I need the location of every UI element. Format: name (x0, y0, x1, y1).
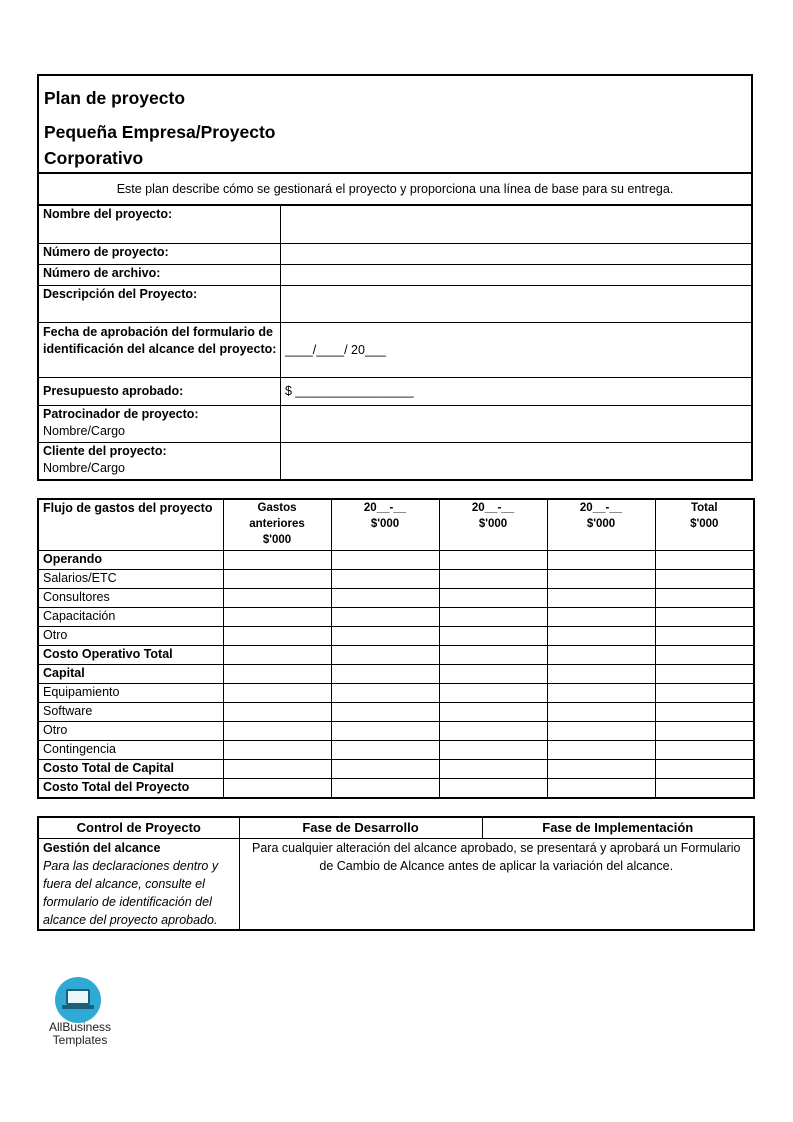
cell[interactable] (223, 608, 331, 627)
cell[interactable] (331, 703, 439, 722)
scope-management-cell (38, 839, 239, 931)
cell[interactable] (331, 589, 439, 608)
cell[interactable] (655, 570, 754, 589)
document-subtitle-line1: Pequeña Empresa/Proyecto (44, 122, 276, 142)
approval-date-label: Fecha de aprobación del formulario de identificación del alcance del proyecto: (38, 323, 281, 378)
row-label-other-operating: Otro (38, 627, 223, 646)
cell[interactable] (331, 608, 439, 627)
flow-header-label: Flujo de gastos del proyecto (38, 499, 223, 551)
cell[interactable] (331, 779, 439, 799)
cell[interactable] (223, 627, 331, 646)
laptop-base-icon (62, 1005, 94, 1009)
project-description-field[interactable] (281, 286, 753, 323)
row-label-capital: Capital (38, 665, 223, 684)
cell[interactable] (655, 760, 754, 779)
cell[interactable] (547, 627, 655, 646)
cell[interactable] (439, 703, 547, 722)
col-total-label: Total (690, 502, 718, 514)
cell[interactable] (331, 741, 439, 760)
cell[interactable] (439, 608, 547, 627)
cell[interactable] (439, 627, 547, 646)
laptop-icon (66, 989, 90, 1005)
row-label-other-capital: Otro (38, 722, 223, 741)
document-title: Plan de proyecto (44, 88, 186, 108)
row-label-contingency: Contingencia (38, 741, 223, 760)
table-row (38, 684, 754, 703)
cell[interactable] (223, 722, 331, 741)
project-description-label: Descripción del Proyecto: (38, 286, 281, 323)
table-row (38, 741, 754, 760)
cell[interactable] (331, 665, 439, 684)
col-year-1 (331, 499, 439, 551)
sponsor-cell (38, 406, 281, 443)
cell[interactable] (439, 760, 547, 779)
col-total (655, 499, 754, 551)
table-row (38, 570, 754, 589)
cell[interactable] (439, 684, 547, 703)
scope-management-title: Gestión del alcance (43, 841, 161, 855)
cell[interactable] (331, 627, 439, 646)
col-previous-expenses (223, 499, 331, 551)
cell[interactable] (547, 608, 655, 627)
project-number-label: Número de proyecto: (38, 244, 281, 265)
cell[interactable] (547, 551, 655, 570)
document-subtitle-line2: Corporativo (44, 148, 144, 168)
cell[interactable] (547, 646, 655, 665)
project-info-table (37, 205, 753, 481)
approval-date-field[interactable]: ____/____/ 20___ (281, 323, 753, 378)
cell[interactable] (439, 722, 547, 741)
expense-flow-table (37, 498, 755, 799)
cell[interactable] (547, 684, 655, 703)
table-row (38, 760, 754, 779)
project-control-table (37, 816, 755, 931)
plan-description: Este plan describe cómo se gestionará el proyecto y proporciona una línea de base para su entrega. (37, 172, 753, 206)
cell[interactable] (331, 551, 439, 570)
project-number-field[interactable] (281, 244, 753, 265)
cell[interactable] (439, 589, 547, 608)
col-year-2-label: 20__-__ (471, 502, 515, 514)
sponsor-label: Patrocinador de proyecto: (43, 407, 199, 421)
cell[interactable] (331, 760, 439, 779)
row-label-operating-total: Costo Operativo Total (38, 646, 223, 665)
col-project-control: Control de Proyecto (38, 817, 239, 839)
table-row (38, 551, 754, 570)
col-year-2 (439, 499, 547, 551)
row-label-training: Capacitación (38, 608, 223, 627)
project-name-label: Nombre del proyecto: (38, 206, 281, 244)
cell[interactable] (223, 779, 331, 799)
cell[interactable] (655, 551, 754, 570)
col-development-phase: Fase de Desarrollo (239, 817, 482, 839)
table-row (38, 646, 754, 665)
cell[interactable] (655, 722, 754, 741)
cell[interactable] (547, 665, 655, 684)
col-year-2-unit: $'000 (478, 518, 508, 530)
cell[interactable] (331, 570, 439, 589)
cell[interactable] (223, 703, 331, 722)
table-row (38, 703, 754, 722)
brand-line1: AllBusiness (48, 1020, 112, 1034)
table-row (38, 627, 754, 646)
cell[interactable] (223, 589, 331, 608)
table-row (38, 665, 754, 684)
row-label-consultants: Consultores (38, 589, 223, 608)
col-year-3 (547, 499, 655, 551)
cell[interactable] (439, 646, 547, 665)
table-row (38, 722, 754, 741)
col-year-1-unit: $'000 (370, 518, 400, 530)
scope-change-note: Para cualquier alteración del alcance aprobado, se presentará y aprobará un Formulario de Cambio de Alcance antes de aplicar la variación del alcance. (239, 839, 754, 931)
cell[interactable] (223, 570, 331, 589)
cell[interactable] (655, 627, 754, 646)
client-label: Cliente del proyecto: (43, 444, 167, 458)
row-label-operating: Operando (38, 551, 223, 570)
cell[interactable] (439, 741, 547, 760)
col-previous-line2: anteriores (249, 518, 305, 530)
col-previous-line3: $'000 (262, 534, 292, 546)
cell[interactable] (223, 551, 331, 570)
cell[interactable] (655, 608, 754, 627)
cell[interactable] (547, 741, 655, 760)
sponsor-sub-label: Nombre/Cargo (43, 424, 125, 438)
cell[interactable] (655, 703, 754, 722)
sponsor-field[interactable] (281, 406, 753, 443)
cell[interactable] (547, 703, 655, 722)
file-number-field[interactable] (281, 265, 753, 286)
cell[interactable] (223, 684, 331, 703)
document-header (37, 74, 753, 172)
cell[interactable] (439, 779, 547, 799)
cell[interactable] (655, 684, 754, 703)
row-label-equipment: Equipamiento (38, 684, 223, 703)
cell[interactable] (655, 646, 754, 665)
col-year-3-unit: $'000 (586, 518, 616, 530)
cell[interactable] (331, 684, 439, 703)
cell[interactable] (331, 646, 439, 665)
cell[interactable] (655, 741, 754, 760)
cell[interactable] (439, 665, 547, 684)
client-field[interactable] (281, 443, 753, 480)
col-year-1-label: 20__-__ (363, 502, 407, 514)
table-row (38, 608, 754, 627)
cell[interactable] (655, 665, 754, 684)
file-number-label: Número de archivo: (38, 265, 281, 286)
cell[interactable] (547, 760, 655, 779)
table-row (38, 589, 754, 608)
cell[interactable] (223, 741, 331, 760)
scope-management-note: Para las declaraciones dentro y fuera del alcance, consulte el formulario de identificación del alcance del proyecto aprobado. (43, 859, 219, 927)
cell[interactable] (223, 665, 331, 684)
row-label-software: Software (38, 703, 223, 722)
col-total-unit: $'000 (690, 518, 719, 530)
row-label-salaries: Salarios/ETC (38, 570, 223, 589)
cell[interactable] (439, 551, 547, 570)
col-implementation-phase: Fase de Implementación (482, 817, 754, 839)
col-year-3-label: 20__-__ (579, 502, 623, 514)
cell[interactable] (655, 779, 754, 799)
cell[interactable] (223, 646, 331, 665)
cell[interactable] (439, 570, 547, 589)
project-name-field[interactable] (281, 206, 753, 244)
cell[interactable] (655, 589, 754, 608)
col-previous-line1: Gastos (257, 502, 297, 514)
budget-label: Presupuesto aprobado: (38, 378, 281, 406)
row-label-capital-total: Costo Total de Capital (38, 760, 223, 779)
cell[interactable] (223, 760, 331, 779)
cell[interactable] (547, 722, 655, 741)
client-sub-label: Nombre/Cargo (43, 461, 125, 475)
brand-line2: Templates (52, 1033, 108, 1047)
client-cell (38, 443, 281, 480)
cell[interactable] (547, 779, 655, 799)
cell[interactable] (331, 722, 439, 741)
cell[interactable] (547, 589, 655, 608)
brand-logo-text (35, 1021, 125, 1047)
row-label-project-total: Costo Total del Proyecto (38, 779, 223, 799)
table-row (38, 779, 754, 799)
cell[interactable] (547, 570, 655, 589)
budget-field[interactable]: $ _________________ (281, 378, 753, 406)
